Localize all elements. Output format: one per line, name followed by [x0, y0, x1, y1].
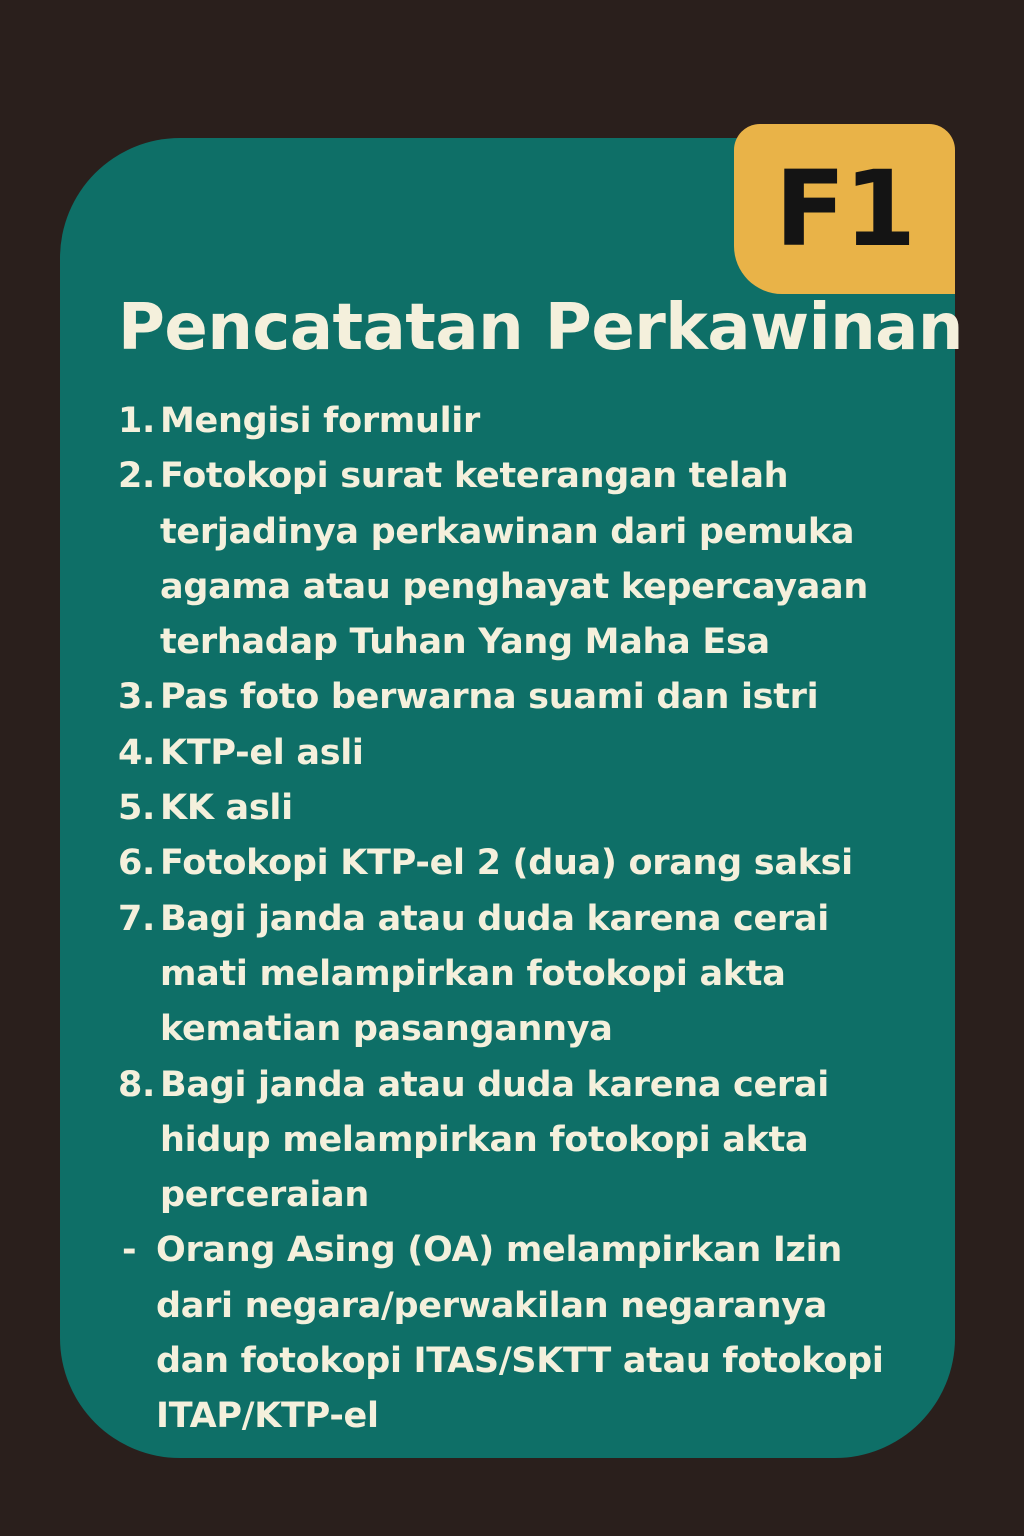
note-text: Orang Asing (OA) melampirkan Izin [156, 1230, 842, 1271]
item-text: Fotokopi surat keterangan telah [160, 456, 789, 497]
list-item [118, 394, 918, 449]
item-number: 5. [118, 788, 156, 829]
item-number: 6. [118, 843, 156, 884]
item-text: KK asli [160, 788, 293, 829]
code-badge [734, 124, 955, 294]
list-item [118, 726, 918, 781]
item-number: 4. [118, 732, 156, 773]
item-text: KTP-el asli [160, 732, 364, 773]
badge-label: F1 [774, 148, 915, 270]
item-number: 7. [118, 898, 156, 939]
item-text: hidup melampirkan fotokopi akta [160, 1119, 809, 1160]
foreigner-note [118, 1223, 918, 1444]
item-text: agama atau penghayat kepercayaan [160, 566, 868, 607]
item-text: Fotokopi KTP-el 2 (dua) orang saksi [160, 843, 853, 884]
item-text: Bagi janda atau duda karena cerai [160, 898, 829, 939]
item-text: terhadap Tuhan Yang Maha Esa [160, 622, 770, 663]
list-item [118, 836, 918, 891]
requirements-list [118, 394, 918, 1445]
list-item [118, 892, 918, 1058]
list-item [118, 781, 918, 836]
item-text: Mengisi formulir [160, 401, 480, 441]
note-text: dan fotokopi ITAS/SKTT atau fotokopi [156, 1341, 884, 1382]
item-number: 2. [118, 456, 156, 497]
item-text: terjadinya perkawinan dari pemuka [160, 511, 855, 552]
list-item [118, 1058, 918, 1224]
dash-marker: - [122, 1230, 137, 1271]
item-number: 1. [118, 401, 156, 441]
page-title: Pencatatan Perkawinan [118, 291, 963, 365]
item-number: 3. [118, 677, 156, 718]
item-text: perceraian [160, 1175, 369, 1216]
note-text: dari negara/perwakilan negaranya [156, 1285, 828, 1326]
item-text: kematian pasangannya [160, 1009, 613, 1050]
list-item [118, 449, 918, 670]
item-text: Bagi janda atau duda karena cerai [160, 1064, 829, 1105]
item-number: 8. [118, 1064, 156, 1105]
item-text: Pas foto berwarna suami dan istri [160, 677, 819, 718]
note-text: ITAP/KTP-el [156, 1396, 379, 1437]
list-item [118, 670, 918, 725]
item-text: mati melampirkan fotokopi akta [160, 953, 786, 994]
